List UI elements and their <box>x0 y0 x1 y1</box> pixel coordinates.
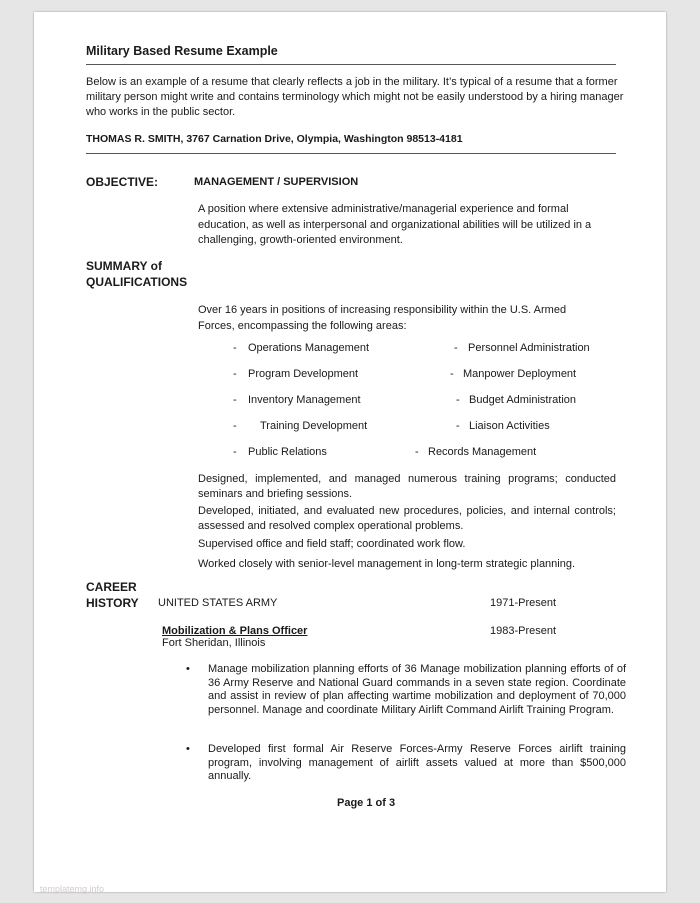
area-item: Personnel Administration <box>468 342 590 354</box>
area-item: Public Relations <box>248 446 327 458</box>
area-item: Records Management <box>428 446 537 458</box>
summary-paragraph: Designed, implemented, and managed numerous training programs; conducted seminars and briefing sessions. <box>198 473 616 500</box>
career-heading-line1: CAREER <box>86 580 137 594</box>
career-bullet <box>186 663 626 717</box>
intro-paragraph: Below is an example of a resume that clearly reflects a job in the military. It’s typical of a resume that a former military person might write and contains terminology which might not be easily understood by a hiring manager who works in the public sector. <box>86 76 624 118</box>
page-number: Page 1 of 3 <box>337 797 396 809</box>
summary-paragraph: Developed, initiated, and evaluated new procedures, policies, and internal controls; assessed and resolved complex operational problems. <box>198 505 616 532</box>
bullet-text: Developed first formal Air Reserve Forces-Army Reserve Forces airlift training program, involving management of airlift assets valued at more than $500,000 annually. <box>208 743 626 782</box>
area-dash: - <box>450 368 454 380</box>
objective-text: A position where extensive administrative/managerial experience and formal education, as well as interpersonal and organizational abilities will be utilized in a challenging, growth-oriented environment. <box>198 203 592 246</box>
area-item: Program Development <box>248 368 359 380</box>
summary-intro: Over 16 years in positions of increasing responsibility within the U.S. Armed Forces, encompassing the following areas: <box>198 304 567 332</box>
position-title: Mobilization & Plans Officer <box>162 625 308 637</box>
contact-line: THOMAS R. SMITH, 3767 Carnation Drive, Olympia, Washington 98513-4181 <box>86 133 463 145</box>
employer-dates: 1971-Present <box>490 597 557 609</box>
area-dash: - <box>233 446 237 458</box>
area-dash: - <box>456 394 460 406</box>
watermark: templatemg.info <box>40 884 105 894</box>
position-location: Fort Sheridan, Illinois <box>162 637 266 649</box>
area-item: Liaison Activities <box>469 420 550 432</box>
area-item: Training Development <box>260 420 368 432</box>
area-dash: - <box>233 394 237 406</box>
career-heading-line2: HISTORY <box>86 595 139 610</box>
area-dash: - <box>233 420 237 432</box>
objective-title: MANAGEMENT / SUPERVISION <box>194 176 359 188</box>
area-dash: - <box>454 342 458 354</box>
title-divider <box>86 64 616 65</box>
summary-paragraph: Worked closely with senior-level management in long-term strategic planning. <box>198 558 576 570</box>
resume-page <box>34 12 666 892</box>
area-item: Operations Management <box>248 342 370 354</box>
area-dash: - <box>233 342 237 354</box>
document-title: Military Based Resume Example <box>86 44 278 58</box>
objective-heading: OBJECTIVE: <box>86 175 159 189</box>
position-dates: 1983-Present <box>490 625 557 637</box>
employer-name: UNITED STATES ARMY <box>158 597 278 609</box>
area-item: Budget Administration <box>469 394 577 406</box>
area-dash: - <box>415 446 419 458</box>
summary-heading-line2: QUALIFICATIONS <box>86 275 188 289</box>
summary-heading <box>86 258 187 290</box>
summary-heading-line1: SUMMARY of <box>86 259 162 273</box>
contact-divider <box>86 153 616 154</box>
career-heading <box>86 580 139 611</box>
bullet-icon: • <box>186 743 190 755</box>
area-dash: - <box>233 368 237 380</box>
bullet-text: Manage mobilization planning efforts of 36 Manage mobilization planning efforts of of 36 Army Reserve and National Guard commands in a seven state region. Coordinate and assist in review of plan affecting wartime mobilization and deployment of 70,000 personnel. Manage and coordinate Military Airlift Command Airlift Training Program. <box>208 663 626 716</box>
bullet-icon: • <box>186 663 190 675</box>
career-bullet <box>186 743 626 784</box>
summary-paragraph: Supervised office and field staff; coordinated work flow. <box>198 538 466 550</box>
area-dash: - <box>456 420 460 432</box>
area-item: Manpower Deployment <box>463 368 577 380</box>
area-item: Inventory Management <box>248 394 361 406</box>
